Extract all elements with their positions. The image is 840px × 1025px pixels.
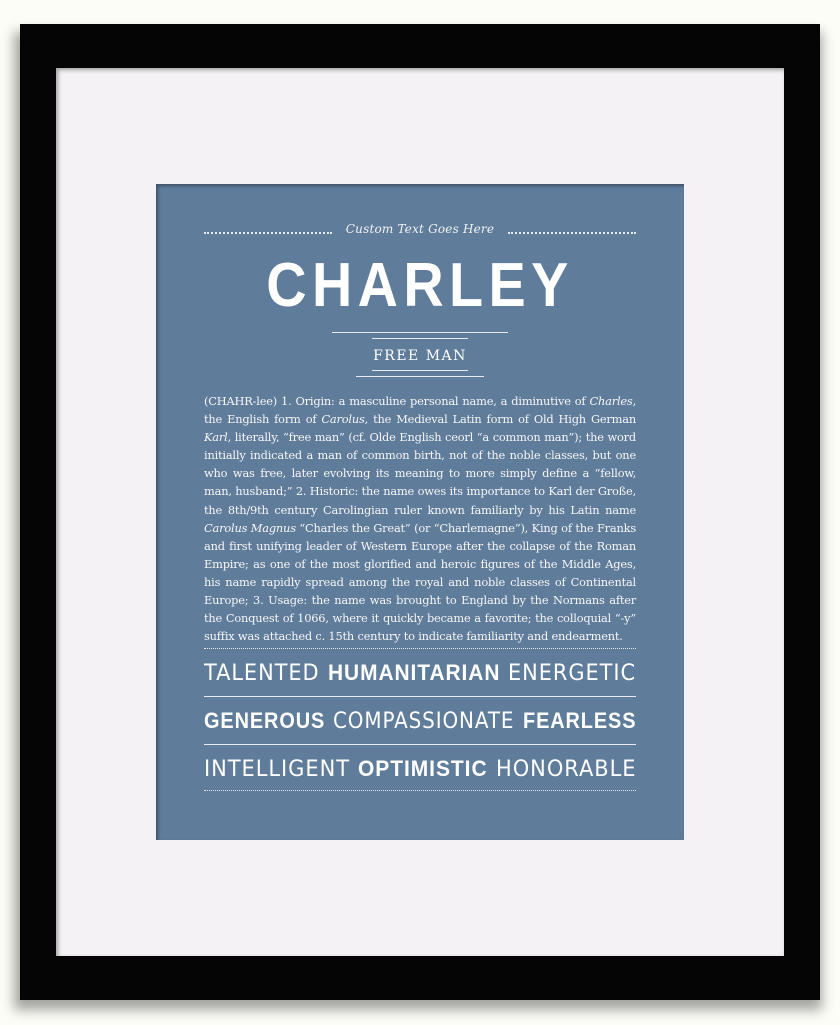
trait-word: HUMANITARIAN	[327, 660, 500, 685]
trait-row-1	[204, 656, 636, 690]
name-print	[156, 184, 684, 840]
definition-italic-term: Karl	[204, 430, 228, 445]
trait-row-2	[204, 704, 636, 738]
trait-divider-1	[204, 696, 636, 697]
meaning-top-rule-short	[372, 338, 468, 339]
trait-word: ENERGETIC	[507, 661, 637, 686]
trait-word: INTELLIGENT	[204, 757, 350, 782]
definition-text: , the English form of	[204, 394, 636, 427]
traits-top-dots	[204, 648, 636, 649]
definition-italic-term: Carolus Magnus	[204, 520, 296, 535]
meaning-bottom-rule-short	[372, 370, 468, 371]
trait-word: FEARLESS	[522, 708, 637, 733]
custom-text: Custom Text Goes Here	[345, 222, 495, 236]
definition-text: , the Medieval Latin form of Old High German	[364, 412, 636, 427]
meaning-bottom-rule	[356, 376, 484, 377]
definition-italic-term: Carolus	[321, 412, 365, 427]
meaning-top-rule	[332, 332, 508, 333]
trait-word: COMPASSIONATE	[333, 709, 515, 734]
name-meaning: FREE MAN	[373, 348, 467, 364]
name-title: CHARLEY	[266, 251, 574, 320]
trait-row-3	[204, 752, 636, 786]
traits-bottom-dots	[204, 790, 636, 791]
definition-text: , literally, “free man” (cf. Olde English ceorl “a common man”); the word initially indicated a man of common birth, not of the noble classes, but one who was free, later evolving its meaning to more simply define a “fellow, man, husband;” 2. Historic: the name owes its importance to Karl der Große, the 8th/9th century Carolingian ruler known familiarly by his Latin name	[204, 430, 636, 517]
name-definition	[204, 392, 636, 645]
trait-word: TALENTED	[204, 661, 320, 686]
definition-text: “Charles the Great” (or “Charlemagne”), King of the Franks and first unifying leader of Western Europe after the collapse of the Roman Empire; as one of the most glorified and heroic figures of the Middle Ages, his name rapidly spread among the royal and noble classes of Continental Europe; 3. Usage: the name was brought to England by the Normans after the Conquest of 1066, where it quickly became a favorite; the colloquial “-y” suffix was attached c. 15th century to indicate familiarity and endearment.	[204, 520, 636, 644]
definition-text: (CHAHR-lee) 1. Origin: a masculine personal name, a diminutive of	[204, 394, 590, 408]
trait-divider-2	[204, 744, 636, 745]
custom-text-row	[204, 220, 636, 244]
trait-word: GENEROUS	[204, 708, 326, 733]
trait-word: OPTIMISTIC	[357, 756, 488, 781]
definition-italic-term: Charles	[589, 394, 633, 408]
trait-word: HONORABLE	[495, 757, 636, 782]
